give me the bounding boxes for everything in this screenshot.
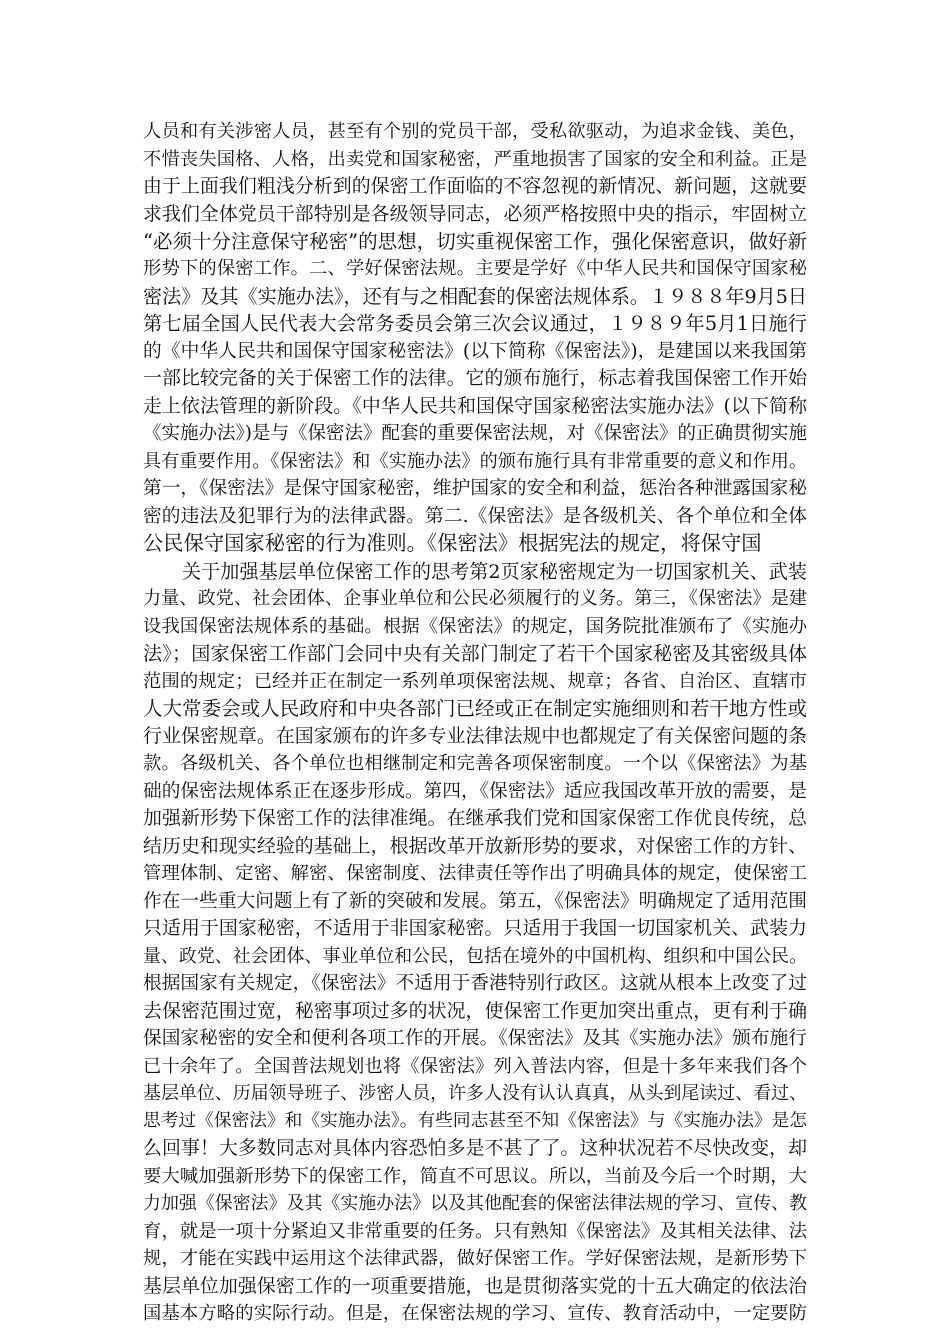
text-line: 公民保守国家秘密的行为准则。《保密法》根据宪法的规定，将保守国 [143, 531, 762, 556]
text-line: 《实施办法》)是与《保密法》配套的重要保密法规，对《保密法》的正确贯彻实施 [143, 423, 807, 445]
text-line: 设我国保密法规体系的基础。根据《保密法》的规定，国务院批准颁布了《实施办 [143, 615, 807, 637]
text-line: 关于加强基层单位保密工作的思考第2页家秘密规定为一切国家机关、武装 [182, 559, 807, 583]
text-line: 求我们全体党员干部特别是各级领导同志，必须严格按照中央的指示，牢固树立 [143, 202, 807, 225]
text-line: 范围的规定；已经并正在制定一系列单项保密法规、规章；各省、自治区、直辖市 [143, 670, 807, 692]
text-line: 量、政党、社会团体、事业单位和公民，包括在境外的中国机构、组织和中国公民。 [143, 945, 807, 967]
text-line: 思考过《保密法》和《实施办法》。有些同志甚至不知《保密法》与《实施办法》是怎 [143, 1110, 807, 1131]
text-line: 密法》及其《实施办法》，还有与之相配套的保密法规体系。１９８８年9月5日 [143, 284, 807, 308]
text-line: 根据国家有关规定，《保密法》不适用于香港特别行政区。这就从根本上改变了过 [143, 973, 807, 995]
text-line: 么回事！大多数同志对具体内容恐怕多是不甚了了。这种状况若不尽快改变，却 [143, 1137, 807, 1160]
text-line: 加强新形势下保密工作的法律准绳。在继承我们党和国家保密工作优良传统，总 [143, 807, 807, 830]
text-line: 第一，《保密法》是保守国家秘密，维护国家的安全和利益，惩治各种泄露国家秘 [143, 478, 807, 500]
text-line: 规，才能在实践中运用这个法律武器，做好保密工作。学好保密法规，是新形势下 [143, 1248, 807, 1269]
text-line: 去保密范围过宽，秘密事项过多的状况，使保密工作更加突出重点，更有利于确 [143, 999, 807, 1022]
text-line: 基层单位加强保密工作的一项重要措施，也是贯彻落实党的十五大确定的依法治 [143, 1274, 807, 1297]
text-line: 管理体制、定密、解密、保密制度、法律责任等作出了明确具体的规定，使保密工 [143, 863, 807, 885]
text-line: 行业保密规章。在国家颁布的许多专业法律法规中也都规定了有关保密问题的条 [143, 724, 807, 747]
text-line: 款。各级机关、各个单位也相继制定和完善各项保密制度。一个以《保密法》为基 [143, 753, 807, 775]
text-line: 不惜丧失国格、人格，出卖党和国家秘密，严重地损害了国家的安全和利益。正是 [143, 148, 807, 170]
text-line: 结历史和现实经验的基础上，根据改革开放新形势的要求，对保密工作的方针、 [143, 834, 807, 857]
text-line: 作在一些重大问题上有了新的突破和发展。第五，《保密法》明确规定了适用范围 [143, 890, 807, 912]
text-line: 力加强《保密法》及其《实施办法》以及其他配套的保密法律法规的学习、宣传、教 [143, 1193, 807, 1214]
text-line: 国基本方略的实际行动。但是，在保密法规的学习、宣传、教育活动中，一定要防 [143, 1303, 807, 1324]
text-line: 要大喊加强新形势下的保密工作，简直不可思议。所以，当前及今后一个时期，大 [143, 1165, 807, 1187]
text-line: 的《中华人民共和国保守国家秘密法》(以下简称《保密法》)，是建国以来我国第 [143, 340, 807, 362]
text-line: 人大常委会或人民政府和中央各部门已经或正在制定实施细则和若干地方性或 [143, 697, 807, 721]
text-line: 保国家秘密的安全和便利各项工作的开展。《保密法》及其《实施办法》颁布施行 [143, 1028, 807, 1050]
text-line: 已十余年了。全国普法规划也将《保密法》列入普法内容，但是十多年来我们各个 [143, 1055, 807, 1077]
text-line: 一部比较完备的关于保密工作的法律。它的颁布施行，标志着我国保密工作开始 [143, 367, 807, 390]
text-line: 法》；国家保密工作部门会同中央有关部门制定了若干个国家秘密及其密级具体 [143, 642, 807, 666]
text-line: “必须十分注意保守秘密”的思想，切实重视保密工作，强化保密意识，做好新 [143, 230, 807, 253]
text-line: 基层单位、历届领导班子、涉密人员，许多人没有认认真真，从头到尾读过、看过、 [143, 1083, 807, 1105]
text-line: 走上依法管理的新阶段。《中华人民共和国保守国家秘密法实施办法》(以下简称 [143, 394, 807, 417]
text-line: 育，就是一项十分紧迫又非常重要的任务。只有熟知《保密法》及其相关法律、法 [143, 1220, 807, 1242]
text-line: 只适用于国家秘密，不适用于非国家秘密。只适用于我国一切国家机关、武装力 [143, 917, 807, 940]
text-line: 由于上面我们粗浅分析到的保密工作面临的不容忽视的新情况、新问题，这就要 [143, 175, 807, 197]
text-line: 密的违法及犯罪行为的法律武器。第二.《保密法》是各级机关、各个单位和全体 [143, 505, 807, 527]
text-line: 础的保密法规体系正在逐步形成。第四，《保密法》适应我国改革开放的需要，是 [143, 780, 807, 802]
text-line: 具有重要作用。《保密法》和《实施办法》的颁布施行具有非常重要的意义和作用。 [143, 450, 807, 472]
text-line: 第七届全国人民代表大会常务委员会第三次会议通过，１９８９年5月1日施行 [143, 312, 807, 336]
text-line: 人员和有关涉密人员，甚至有个别的党员干部，受私欲驱动，为追求金钱、美色， [143, 121, 807, 142]
text-line: 力量、政党、社会团体、企事业单位和公民必须履行的义务。第三，《保密法》是建 [143, 588, 807, 610]
text-line: 形势下的保密工作。二、学好保密法规。主要是学好《中华人民共和国保守国家秘 [143, 258, 807, 280]
